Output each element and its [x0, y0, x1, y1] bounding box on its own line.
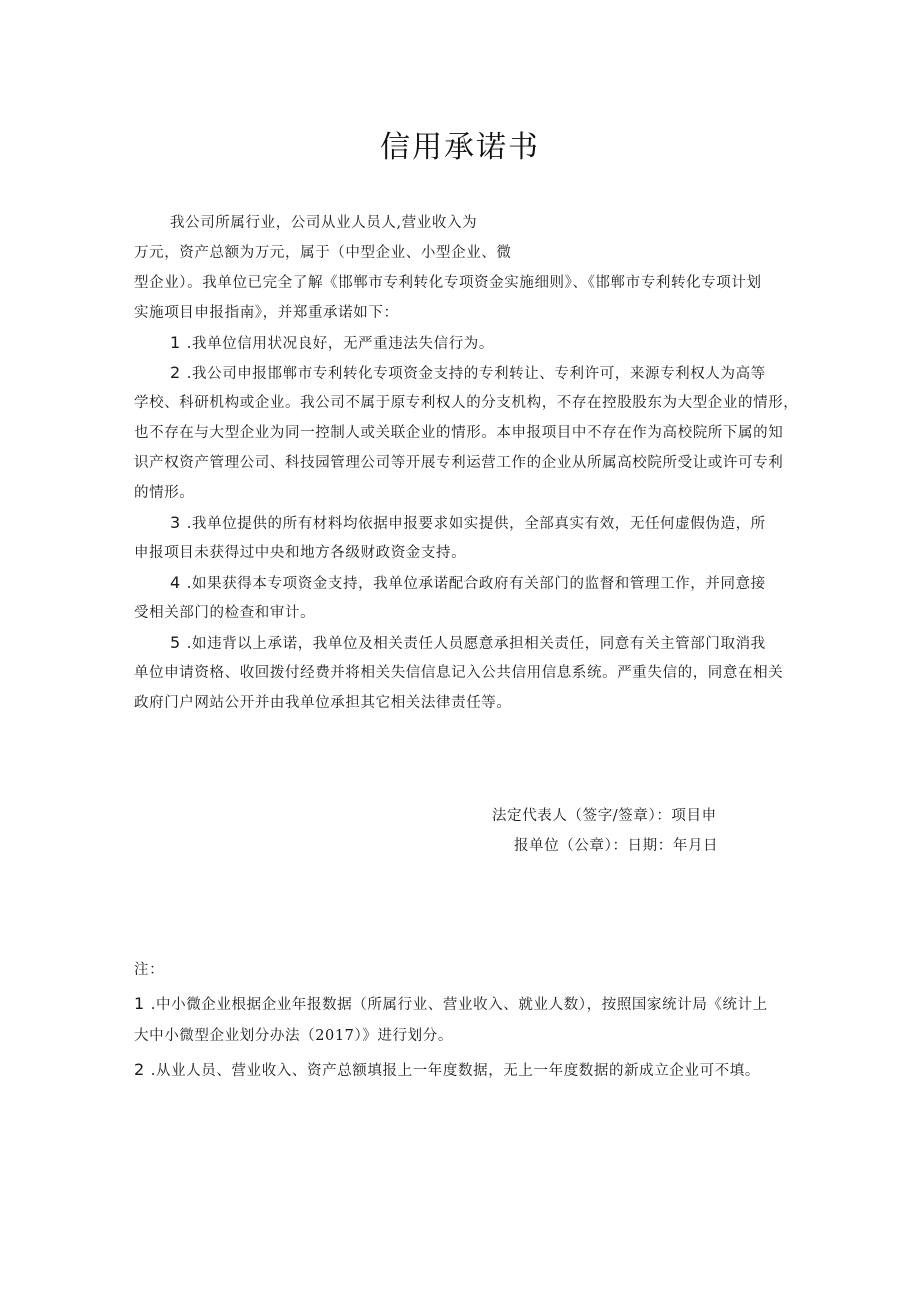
- intro-line: 实施项目申报指南》，并郑重承诺如下：: [134, 305, 399, 321]
- commitment-item-5: [134, 628, 794, 658]
- intro-line: 型企业）。我单位已完全了解《邯郸市专利转化专项资金实施细则》、《邯郸市专利转化专项计划: [134, 275, 762, 291]
- note-number: 2: [134, 1060, 145, 1079]
- document-title: 信用承诺书: [380, 130, 540, 165]
- note-text-line: 大中小微型企业划分办法（2017）》进行划分。: [134, 1028, 453, 1044]
- commitment-item-4: [134, 568, 794, 598]
- item-text: .如果获得本专项资金支持，我单位承诺配合政府有关部门的监督和管理工作，并同意接: [186, 576, 766, 592]
- item-text-line: 单位申请资格、收回拨付经费并将相关失信信息记入公共信用信息系统。严重失信的，同意在相关: [134, 665, 784, 681]
- item-text-line: 申报项目未获得过中央和地方各级财政资金支持。: [134, 545, 467, 561]
- item-text-line: 政府门户网站公开并由我单位承担其它相关法律责任等。: [134, 695, 512, 711]
- item-text-line: 识产权资产管理公司、科技园管理公司等开展专利运营工作的企业从所属高校院所受让或许可专利: [134, 455, 784, 471]
- item-number: 3: [170, 513, 181, 532]
- notes-section: [134, 954, 794, 1086]
- item-number: 1: [170, 333, 181, 352]
- item-text: .我单位信用状况良好，无严重违法失信行为。: [186, 336, 494, 352]
- commitment-item-2: [134, 358, 794, 388]
- item-text: .我单位提供的所有材料均依据申报要求如实提供，全部真实有效，无任何虚假伪造，所: [186, 516, 766, 532]
- note-number: 1: [134, 994, 145, 1013]
- signature-line-2: 报单位（公章）：日期：年月日: [514, 838, 719, 854]
- item-text-line: 受相关部门的检查和审计。: [134, 605, 316, 621]
- item-number: 2: [170, 363, 181, 382]
- item-text: .如违背以上承诺，我单位及相关责任人员愿意承担相关责任，同意有关主管部门取消我: [186, 636, 766, 652]
- note-item-1: [134, 987, 794, 1020]
- intro-line: 万元，资产总额为万元，属于（中型企业、小型企业、微: [134, 245, 512, 261]
- notes-heading: 注：: [134, 962, 165, 978]
- intro-line: 我公司所属行业，公司从业人员人,营业收入为: [170, 215, 478, 231]
- signature-line-1: 法定代表人（签字/签章）：项目申: [492, 808, 717, 824]
- item-text-line: 学校、科研机构或企业。我公司不属于原专利权人的分支机构，不存在控股股东为大型企业的情形，: [134, 395, 799, 411]
- item-text: .我公司申报邯郸市专利转化专项资金支持的专利转让、专利许可，来源专利权人为高等: [186, 366, 766, 382]
- note-text: .从业人员、营业收入、资产总额填报上一年度数据，无上一年度数据的新成立企业可不填。: [150, 1063, 760, 1079]
- item-number: 5: [170, 633, 181, 652]
- note-item-2: [134, 1053, 794, 1086]
- note-text: .中小微企业根据企业年报数据（所属行业、营业收入、就业人数），按照国家统计局《统计上: [150, 997, 768, 1013]
- item-text-line: 的情形。: [134, 485, 195, 501]
- commitment-item-1: [134, 328, 794, 358]
- intro-paragraph: [134, 208, 799, 718]
- item-text-line: 也不存在与大型企业为同一控制人或关联企业的情形。本申报项目中不存在作为高校院所下属的知: [134, 425, 784, 441]
- commitment-item-3: [134, 508, 794, 538]
- item-number: 4: [170, 573, 181, 592]
